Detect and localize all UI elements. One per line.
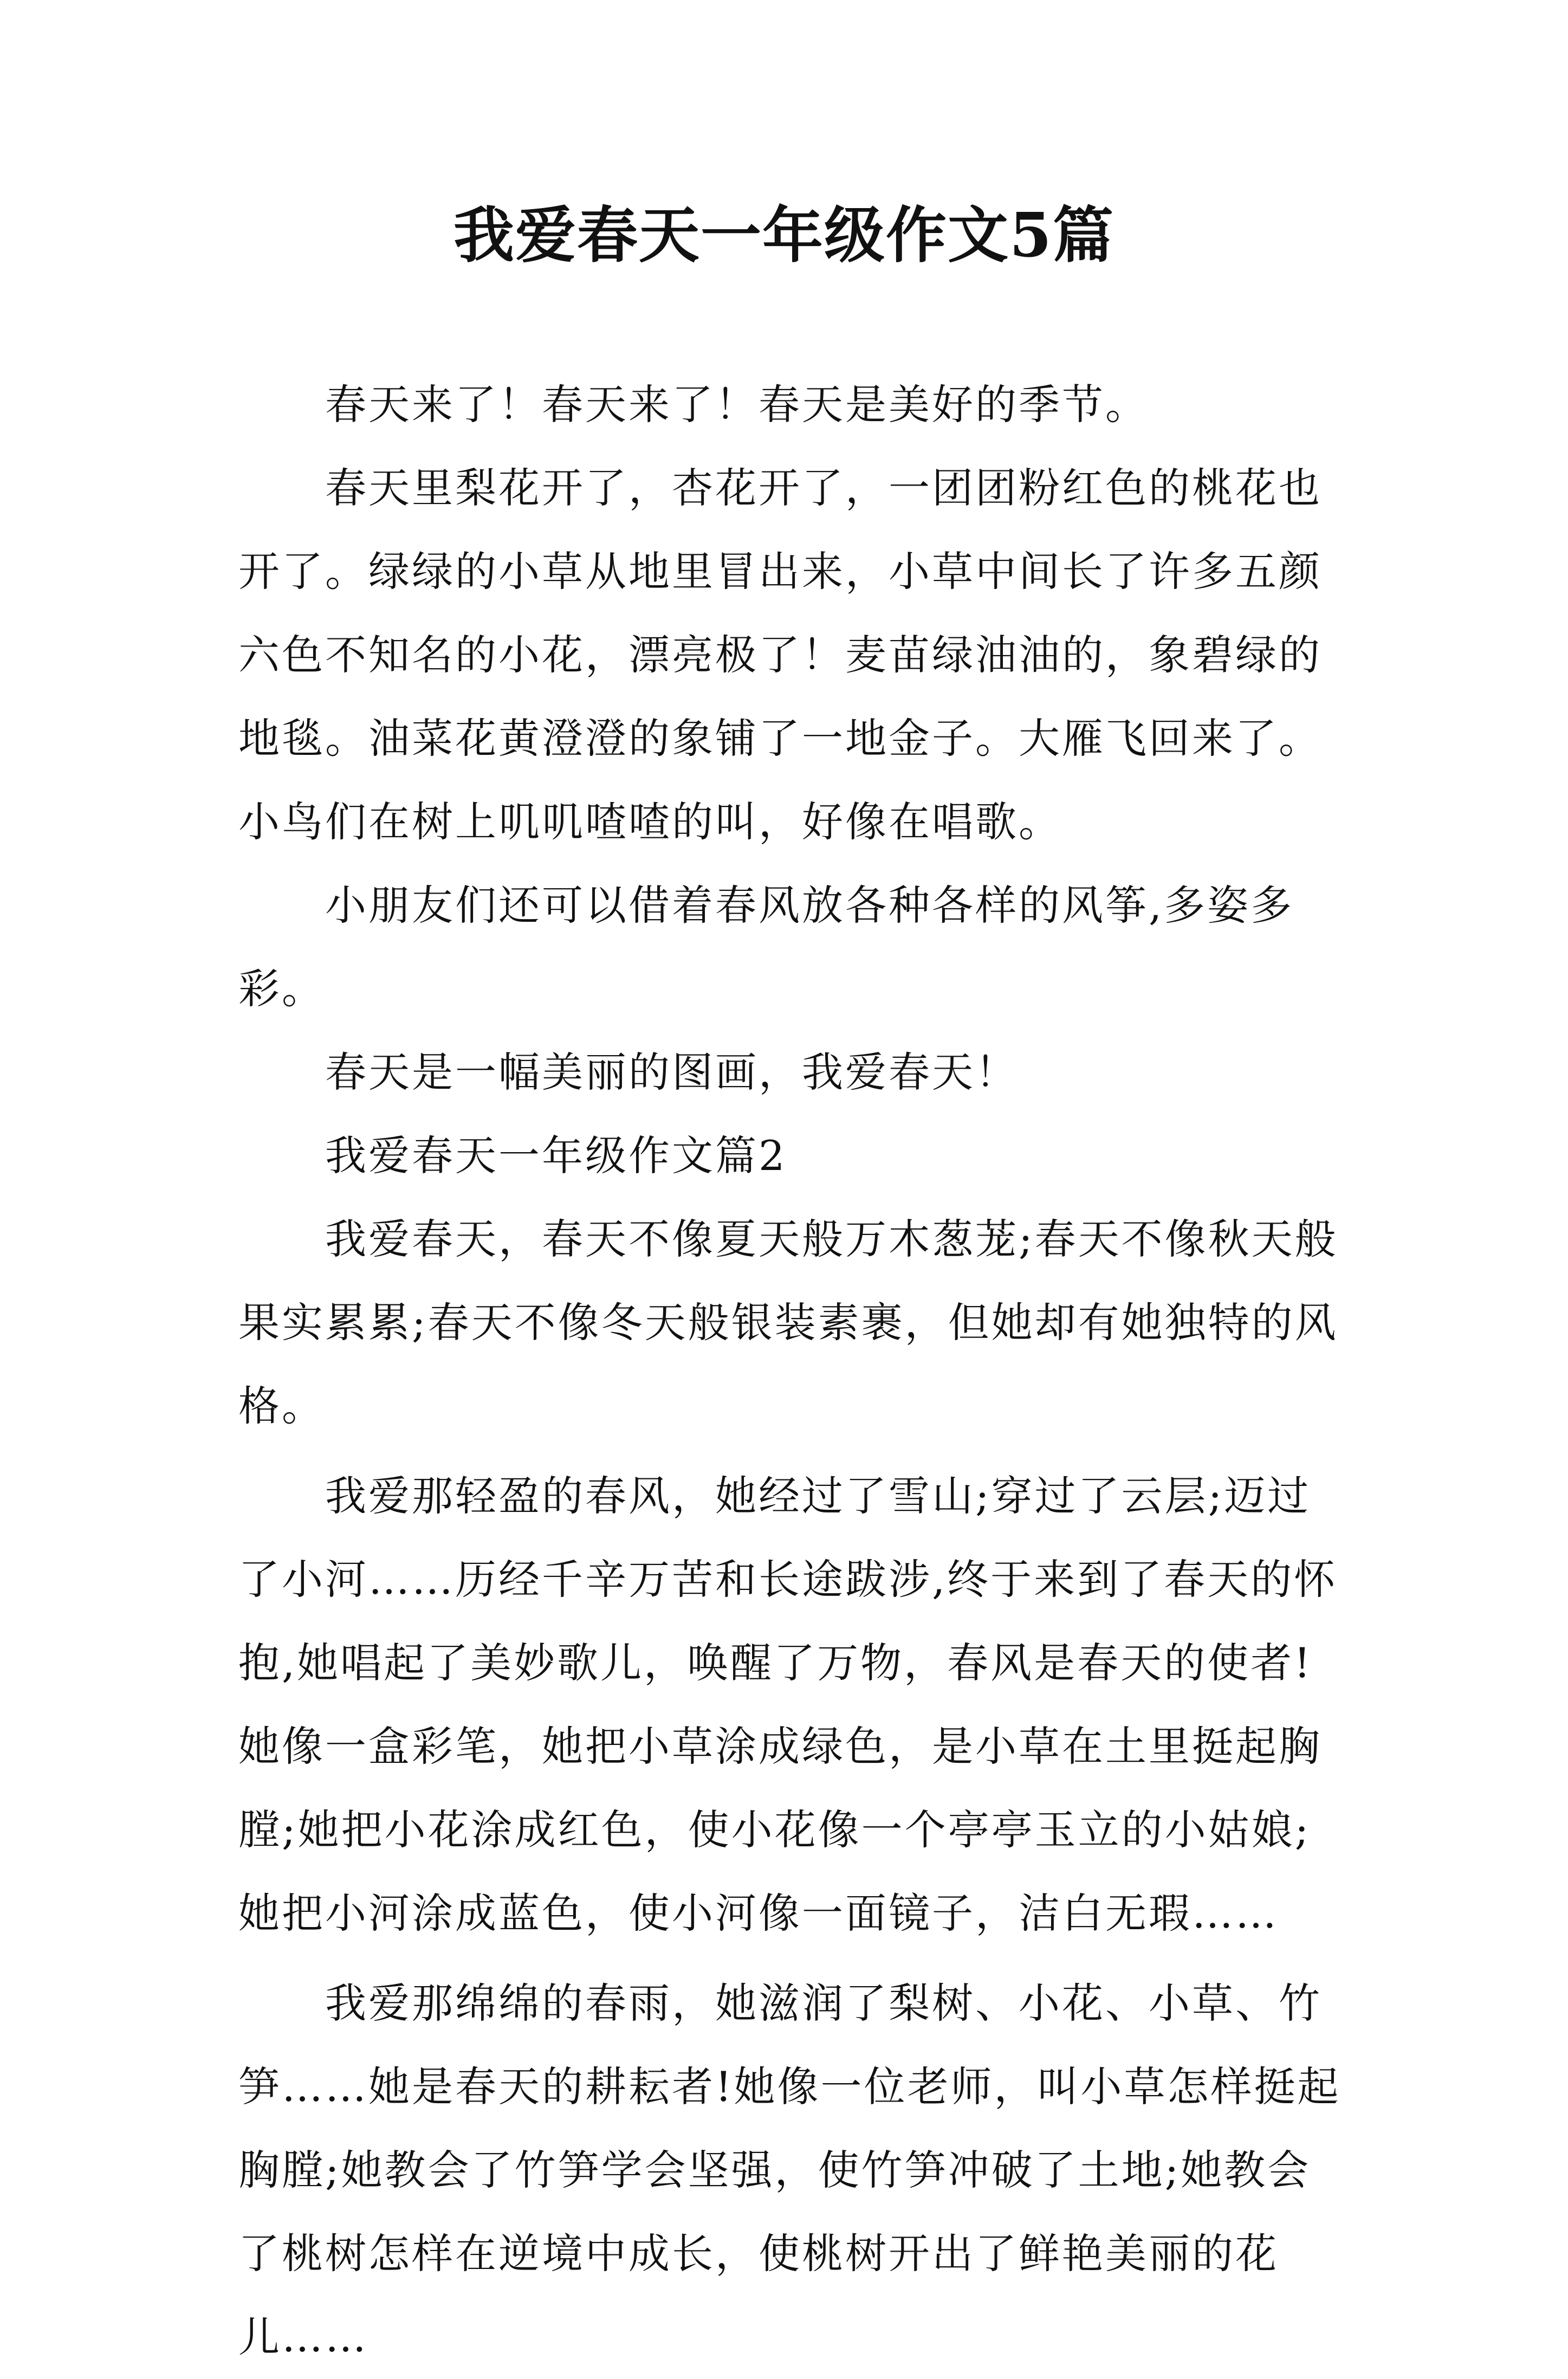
document-title: 我爱春天一年级作文5篇: [453, 200, 1115, 271]
paragraph: 春天来了！春天来了！春天是美好的季节。: [325, 380, 1149, 429]
paragraph: 我爱那绵绵的春雨，她滋润了梨树、小花、小草、竹笋……她是春天的耕耘者!她像一位老师，叫小草怎样挺起胸膛;她教会了竹笋学会坚强，使竹笋冲破了土地;她教会了桃树怎样在逆境中成长，使桃树开出了鲜艳美丽的花儿……: [238, 1979, 1341, 2361]
document-body: [238, 363, 1344, 2379]
paragraph: 小朋友们还可以借着春风放各种各样的风筝,多姿多彩。: [238, 881, 1294, 1013]
paragraph: 我爱那轻盈的春风，她经过了雪山;穿过了云层;迈过了小河……历经千辛万苦和长途跋涉,终于来到了春天的怀抱,她唱起了美妙歌儿，唤醒了万物，春风是春天的使者!她像一盒彩笔，她把小草涂成绿色，是小草在土里挺起胸膛;她把小花涂成红色，使小花像一个亭亭玉立的小姑娘;她把小河涂成蓝色，使小河像一面镜子，洁白无瑕……: [238, 1472, 1338, 1937]
paragraph: 春天里梨花开了，杏花开了，一团团粉红色的桃花也开了。绿绿的小草从地里冒出来，小草中间长了许多五颜六色不知名的小花，漂亮极了！麦苗绿油油的，象碧绿的地毯。油菜花黄澄澄的象铺了一地金子。大雁飞回来了。小鸟们在树上叽叽喳喳的叫，好像在唱歌。: [238, 464, 1322, 846]
section-heading: 我爱春天一年级作文篇2: [325, 1132, 787, 1180]
paragraph: 我爱春天，春天不像夏天般万木葱茏;春天不像秋天般果实累累;春天不像冬天般银装素裹，但她却有她独特的风格。: [238, 1215, 1338, 1430]
paragraph: 春天是一幅美丽的图画，我爱春天！: [325, 1048, 1019, 1096]
